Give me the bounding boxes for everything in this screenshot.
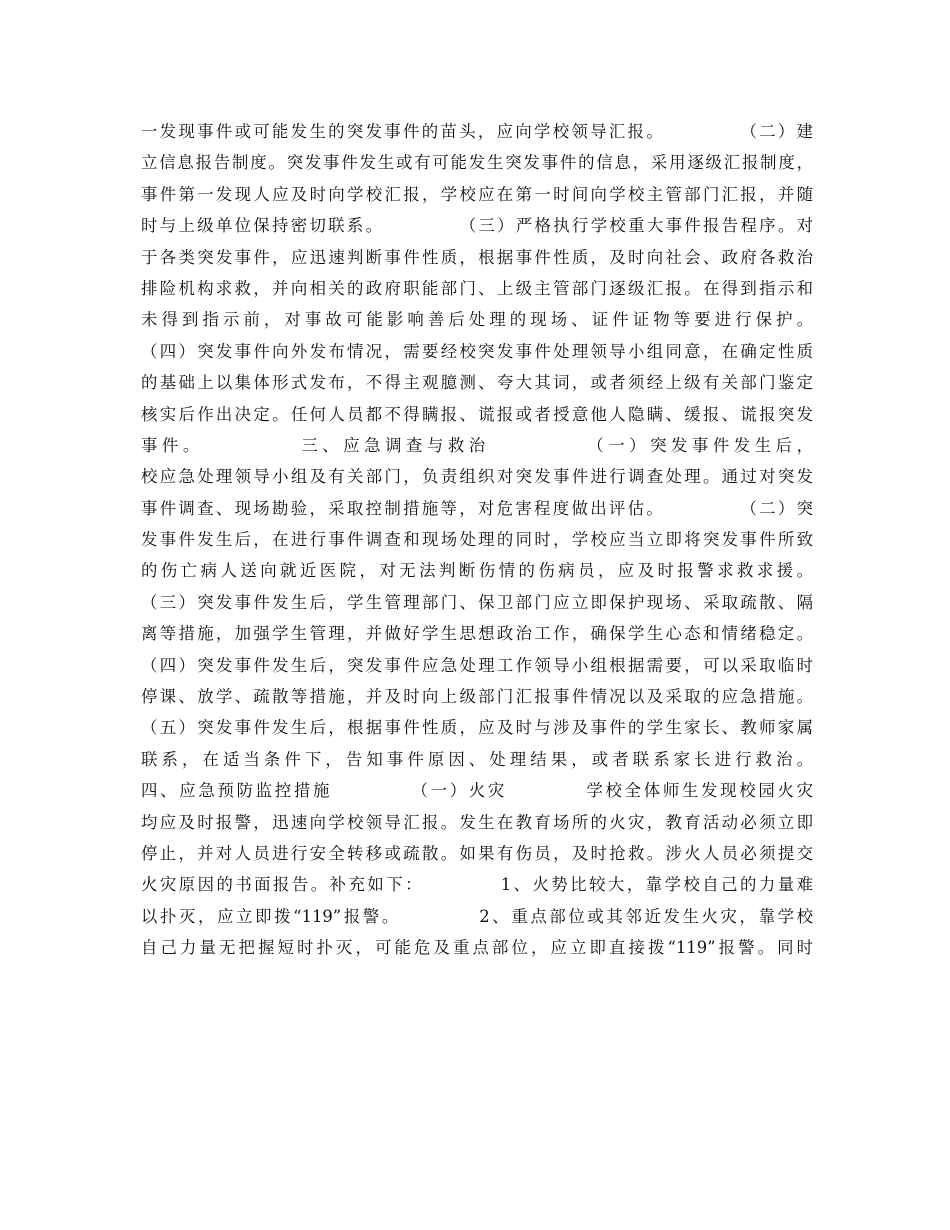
text-line: 停止，并对人员进行安全转移或疏散。如果有伤员，及时抢救。涉火人员必须提交 <box>141 843 813 863</box>
text-line: 均应及时报警，迅速向学校领导汇报。发生在教育场所的火灾，教育活动必须立即 <box>141 812 813 832</box>
text-line: 排险机构求救，并向相关的政府职能部门、上级主管部门逐级汇报。在得到指示和 <box>141 278 813 298</box>
text-line: 校应急处理领导小组及有关部门，负责组织对突发事件进行调查处理。通过对突发 <box>141 467 813 487</box>
text-line: 时与上级单位保持密切联系。 （三）严格执行学校重大事件报告程序。对 <box>141 216 813 236</box>
text-line: 停课、放学、疏散等措施，并及时向上级部门汇报事件情况以及采取的应急措施。 <box>141 687 813 707</box>
text-line: 火灾原因的书面报告。补充如下： 1、火势比较大，靠学校自己的力量难 <box>141 875 813 895</box>
text-line: 于各类突发事件，应迅速判断事件性质，根据事件性质，及时向社会、政府各救治 <box>141 247 813 267</box>
text-line: 一发现事件或可能发生的突发事件的苗头，应向学校领导汇报。 （二）建 <box>141 122 813 141</box>
text-line: 的伤亡病人送向就近医院，对无法判断伤情的伤病员，应及时报警求救求援。 <box>141 561 813 581</box>
text-line: （三）突发事件发生后，学生管理部门、保卫部门应立即保护现场、采取疏散、隔 <box>141 592 813 612</box>
text-line: 核实后作出决定。任何人员都不得瞒报、谎报或者授意他人隐瞒、缓报、谎报突发 <box>141 404 813 424</box>
text-line: 离等措施，加强学生管理，并做好学生思想政治工作，确保学生心态和情绪稳定。 <box>141 624 813 644</box>
text-line: （四）突发事件向外发布情况，需要经校突发事件处理领导小组同意，在确定性质 <box>141 341 813 361</box>
text-line: 立信息报告制度。突发事件发生或有可能发生突发事件的信息，采用逐级汇报制度， <box>141 153 813 173</box>
text-line: 联系，在适当条件下，告知事件原因、处理结果，或者联系家长进行救治。 <box>141 749 813 769</box>
text-line: 事件第一发现人应及时向学校汇报，学校应在第一时间向学校主管部门汇报，并随 <box>141 184 813 204</box>
text-line: 事件调查、现场勘验，采取控制措施等，对危害程度做出评估。 （二）突 <box>141 498 813 518</box>
body-text <box>141 116 813 964</box>
text-line: 的基础上以集体形式发布，不得主观臆测、夸大其词，或者须经上级有关部门鉴定 <box>141 373 813 393</box>
text-line: （五）突发事件发生后，根据事件性质，应及时与涉及事件的学生家长、教师家属 <box>141 718 813 738</box>
text-line: 事件。 三、应急调查与救治 （一）突发事件发生后， <box>141 435 813 455</box>
text-line: 四、应急预防监控措施 （一）火灾 学校全体师生发现校园火灾 <box>141 781 813 801</box>
text-line: 未得到指示前，对事故可能影响善后处理的现场、证件证物等要进行保护。 <box>141 310 813 330</box>
text-line: 自己力量无把握短时扑灭，可能危及重点部位，应立即直接拨“119”报警。同时 <box>141 938 813 958</box>
text-line: （四）突发事件发生后，突发事件应急处理工作领导小组根据需要，可以采取临时 <box>141 655 813 675</box>
text-line: 发事件发生后，在进行事件调查和现场处理的同时，学校应当立即将突发事件所致 <box>141 530 813 550</box>
text-line: 以扑灭，应立即拨“119”报警。 2、重点部位或其邻近发生火灾，靠学校 <box>141 906 813 926</box>
